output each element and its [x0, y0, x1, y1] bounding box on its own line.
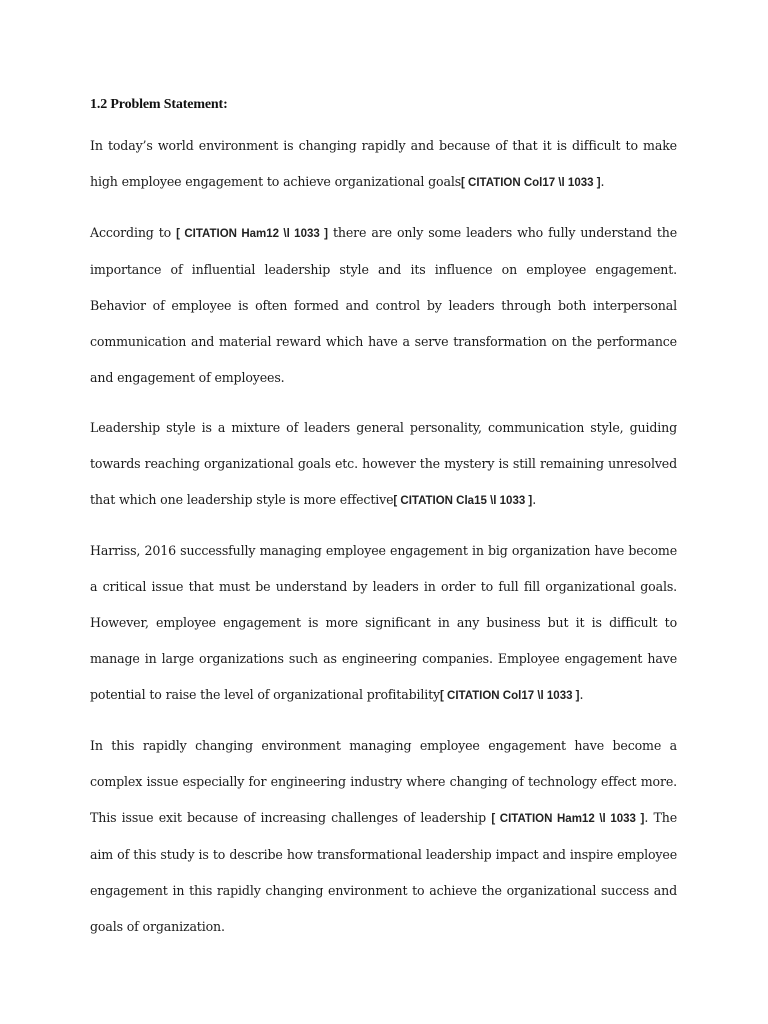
paragraph-1 — [90, 128, 677, 201]
paragraph-1-text: In today’s world environment is changing rapidly and because of that it is difficult to make high employee engagement to achieve organizational goals — [90, 138, 677, 189]
citation-cla15: [ CITATION Cla15 \l 1033 ] — [393, 495, 533, 507]
paragraph-2-lead: According to — [90, 225, 177, 240]
section-heading: 1.2 Problem Statement: — [90, 97, 228, 112]
paragraph-3 — [90, 410, 677, 519]
paragraph-4-text: Harriss, 2016 successfully managing employee engagement in big organization have become a critical issue that must be understand by leaders in order to full fill organizational goals. However, employee engagement is more significant in any business but it is difficult to manage in large organizations such as engineering companies. Employee engagement have potential to raise the level of organizational profitability — [90, 543, 677, 702]
paragraph-4 — [90, 533, 677, 714]
paragraph-5 — [90, 728, 677, 945]
paragraph-2-text: there are only some leaders who fully understand the importance of influential leadership style and its influence on employee engagement. Behavior of employee is often formed and control by leaders through both interpersonal communication and material reward which have a serve transformation on the performance and engagement of employees. — [90, 225, 678, 385]
paragraph-5-text-end: . The aim of this study is to describe how transformational leadership impact and inspire employee engagement in this rapidly changing environment to achieve the organizational success and goals of organization. — [90, 810, 677, 934]
paragraph-5-text: In this rapidly changing environment managing employee engagement have become a complex issue especially for engineering industry where changing of technology effect more. This issue exit because of increasing challenges of leadership — [90, 738, 677, 825]
citation-col17-second: [ CITATION Col17 \l 1033 ] — [440, 690, 580, 702]
citation-col17: [ CITATION Col17 \l 1033 ] — [461, 177, 601, 189]
citation-ham12: [ CITATION Ham12 \l 1033 ] — [176, 228, 328, 240]
citation-ham12-second: [ CITATION Ham12 \l 1033 ] — [491, 813, 645, 825]
document-body — [90, 96, 677, 959]
paragraph-1-end: . — [600, 174, 605, 189]
paragraph-3-end: . — [532, 492, 537, 507]
paragraph-4-end: . — [579, 687, 584, 702]
paragraph-3-text: Leadership style is a mixture of leaders general personality, communication style, guiding towards reaching organizational goals etc. however the mystery is still remaining unresolved that which one leadership style is more effective — [90, 420, 677, 507]
paragraph-2 — [90, 215, 677, 396]
